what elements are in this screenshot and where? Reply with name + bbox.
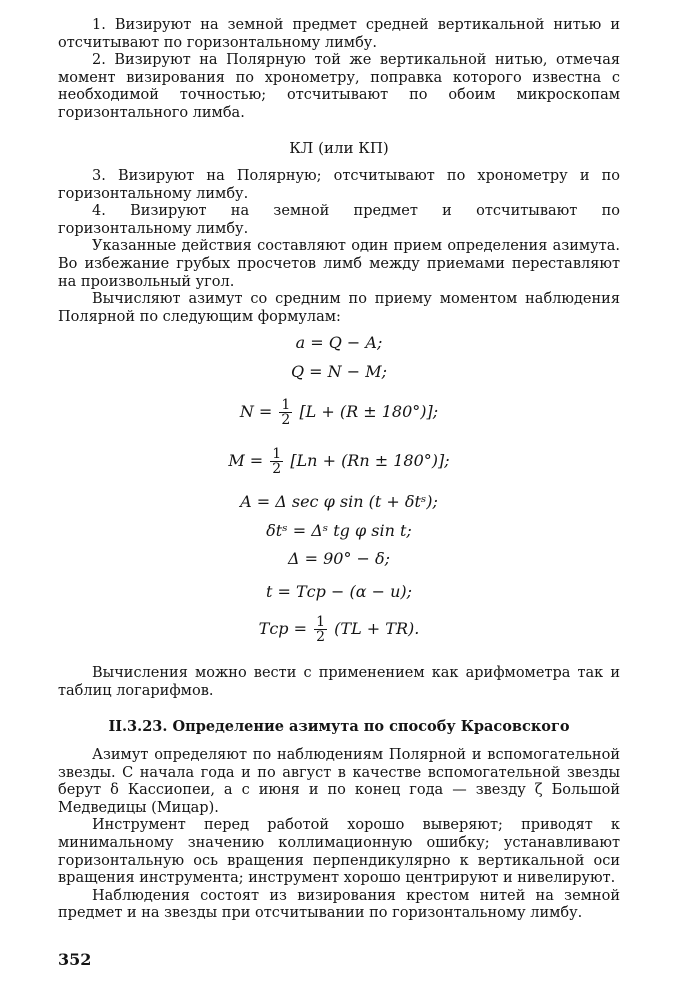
formula-tcp-right: (TL + TR). bbox=[334, 619, 420, 638]
section-heading: II.3.23. Определение азимута по способу Красовского bbox=[108, 718, 570, 735]
top-text-block bbox=[58, 17, 620, 123]
formula-n bbox=[0, 398, 678, 427]
bottom-text-block bbox=[58, 747, 620, 923]
fraction-denominator: 2 bbox=[281, 412, 291, 428]
formula-tcp bbox=[0, 615, 678, 644]
formula-delta-t: δtˢ = Δˢ tg φ sin t; bbox=[266, 521, 412, 540]
fraction-half bbox=[314, 615, 327, 644]
paragraph-observations: Наблюдения состоят из визирования крестом нитей на земной предмет и на звезды при отсчитывании по горизонтальному лимбу. bbox=[58, 887, 620, 922]
formula-n-right: [L + (R ± 180°)]; bbox=[299, 402, 439, 421]
paragraph-stars: Азимут определяют по наблюдениям Полярной и вспомогательной звезды. С начала года и по август в качестве вспомогательной звезды берут δ Кассиопеи, а с июня и по конец года — звезду ζ Большой Медведицы (Мицар). bbox=[58, 747, 620, 816]
page-number: 352 bbox=[58, 950, 92, 969]
middle-text-block bbox=[58, 168, 620, 326]
fraction-half bbox=[270, 447, 283, 476]
fraction-numerator: 1 bbox=[316, 614, 326, 630]
paragraph-calculation: Вычисления можно вести с применением как арифмометра так и таблиц логарифмов. bbox=[58, 665, 620, 699]
fraction-denominator: 2 bbox=[272, 461, 282, 477]
formula-q: Q = N − M; bbox=[290, 362, 388, 381]
after-formulas-block bbox=[58, 665, 620, 700]
formula-n-left: N = bbox=[239, 402, 273, 421]
paragraph-step-1: 1. Визируют на земной предмет средней вертикальной нитью и отсчитывают по горизонтальному лимбу. bbox=[58, 17, 620, 51]
formula-m bbox=[0, 447, 678, 476]
fraction-numerator: 1 bbox=[281, 397, 291, 413]
formula-a: A = Δ sec φ sin (t + δtˢ); bbox=[240, 492, 438, 511]
formula-m-right: [Lп + (Rп ± 180°)]; bbox=[290, 451, 450, 470]
paragraph-reception: Указанные действия составляют один прием определения азимута. Во избежание грубых просчетов лимб между приемами переставляют на произвольный угол. bbox=[58, 238, 620, 290]
paragraph-compute-intro: Вычисляют азимут со средним по приему моментом наблюдения Полярной по следующим формулам: bbox=[58, 291, 620, 325]
formula-m-left: M = bbox=[228, 451, 264, 470]
paragraph-step-3: 3. Визируют на Полярную; отсчитывают по хронометру и по горизонтальному лимбу. bbox=[58, 168, 620, 202]
paragraph-instrument: Инструмент перед работой хорошо выверяют; приводят к минимальному значению коллимационную ошибку; устанавливают горизонтальную ось вращения перпендикулярно к вертикальной оси вращения инструмента; инструмент хорошо центрируют и нивелируют. bbox=[58, 817, 620, 887]
formula-t: t = Tср − (α − u); bbox=[265, 582, 413, 601]
paragraph-step-2: 2. Визируют на Полярную той же вертикальной нитью, отмечая момент визирования по хронометру, поправка которого известна с необходимой точностью; отсчитывают по обоим микроскопам горизонтального лимба. bbox=[58, 52, 620, 121]
circle-label: КЛ (или КП) bbox=[289, 139, 389, 157]
formula-tcp-left: Tср = bbox=[258, 619, 308, 638]
formula-azimuth: a = Q − A; bbox=[295, 333, 383, 352]
formula-delta: Δ = 90° − δ; bbox=[287, 549, 391, 568]
paragraph-step-4: 4. Визируют на земной предмет и отсчитывают по горизонтальному лимбу. bbox=[58, 203, 620, 237]
fraction-denominator: 2 bbox=[316, 629, 326, 645]
fraction-half bbox=[279, 398, 292, 427]
fraction-numerator: 1 bbox=[272, 446, 282, 462]
